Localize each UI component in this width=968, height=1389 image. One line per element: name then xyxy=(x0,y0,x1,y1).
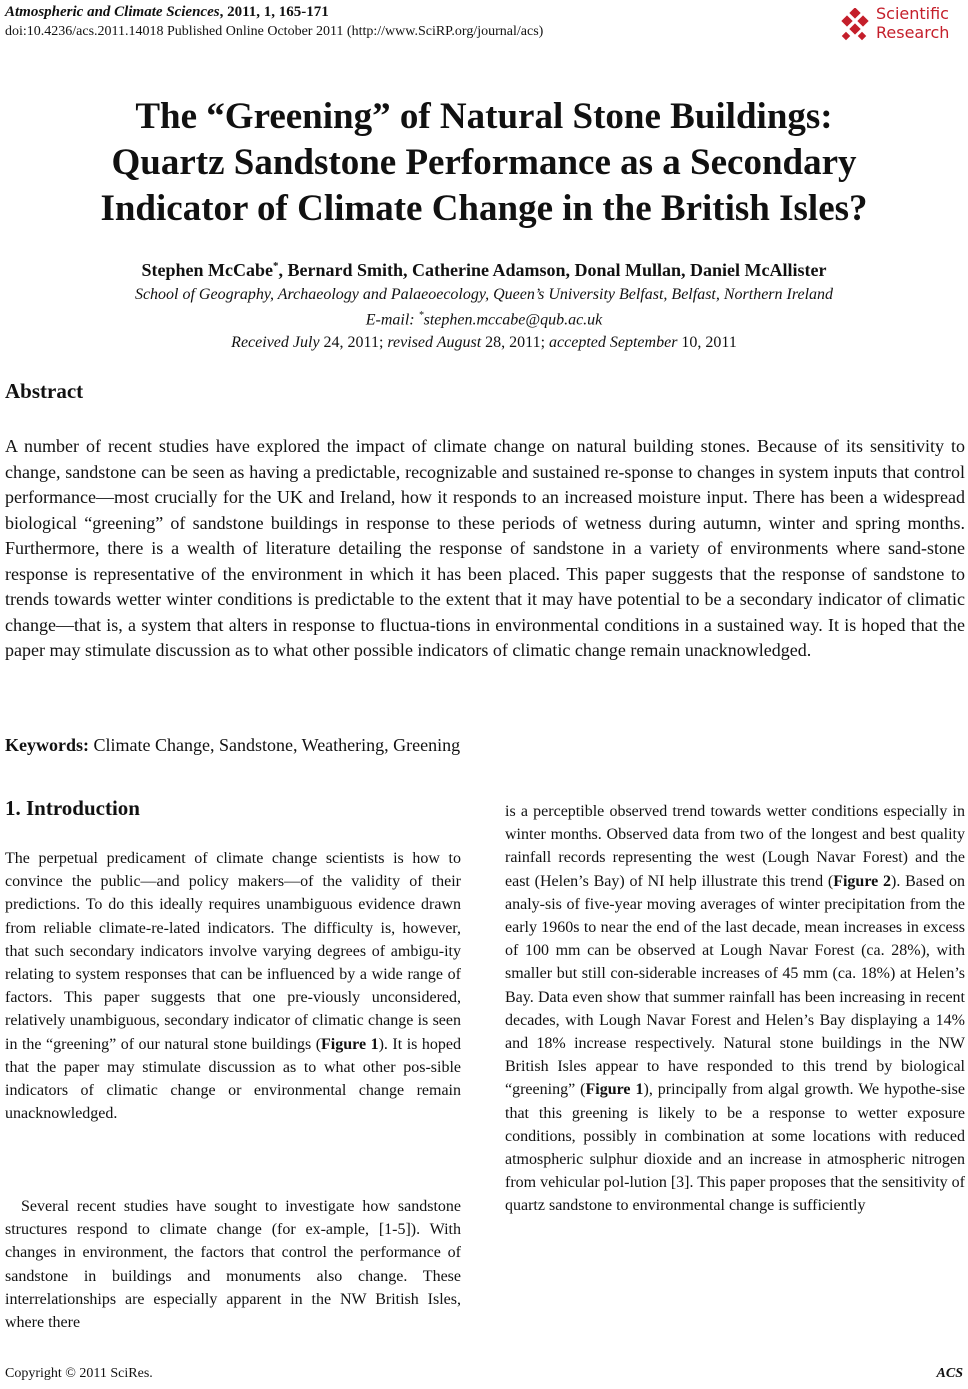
section-heading-introduction: 1. Introduction xyxy=(5,796,140,820)
title-line1: The “Greening” of Natural Stone Buildings: xyxy=(135,96,833,137)
footer-journal-abbr: ACS xyxy=(936,1366,963,1381)
p1-text-b: ). It is hoped that the paper may stimulate discussion as to what other pos-sible indicators of climatic change or environmental change remain unacknowledged. xyxy=(5,1035,461,1123)
figure-2-ref[interactable]: Figure 2 xyxy=(833,872,892,890)
other-authors: , Bernard Smith, Catherine Adamson, Donal Mullan, Daniel McAllister xyxy=(278,260,827,280)
email-address[interactable]: stephen.mccabe@qub.ac.uk xyxy=(423,311,603,329)
abstract-text: A number of recent studies have explored the impact of climate change on natural building stones. Because of its sensitivity to change, sandstone can be seen as having a predictable, recognizable and sustained re-sponse to changes in system inputs that control performance―most crucially for the UK and Ireland, how it responds to an increased moisture input. There has been a widespread biological “greening” of sandstone buildings in response to these periods of wetness during autumn, winter and spring months. Furthermore, there is a wealth of literature detailing the response of sandstone in a variety of environments where sand-stone response is representative of the environment in which it has been placed. This paper suggests that the response of sandstone to trends towards wetter winter conditions is predictable to the extent that it may have potential to be a secondary indicator of climatic change―that is, a system that alters in response to fluctua-tions in environmental conditions in a sustained way. It is hoped that the paper may stimulate discussion as to what other possible indicators of climatic change remain unacknowledged. xyxy=(5,436,965,660)
abstract-heading: Abstract xyxy=(5,379,84,403)
paper-title xyxy=(0,94,968,232)
email-line xyxy=(0,310,968,329)
keywords-label: Keywords: xyxy=(5,735,89,755)
email-mark: * xyxy=(418,310,424,321)
revised-label: revised August xyxy=(387,334,482,351)
accepted-label: accepted September xyxy=(549,334,678,351)
dates-line xyxy=(0,334,968,352)
journal-name xyxy=(5,4,329,21)
revised-date: 28, 2011; xyxy=(481,334,550,351)
r-text-a: is a perceptible observed trend towards wetter conditions especially in winter months. Observed data from two of the longest and best quality rainfall records representing the west (Lough Navar Forest) and the east (Helen’s Bay) of NI help illustrate this trend ( xyxy=(505,803,965,890)
journal-volume: , 2011, 1, 165-171 xyxy=(219,4,329,20)
publisher-logo xyxy=(838,2,964,44)
logo-mark-icon xyxy=(838,8,872,42)
figure-1-ref-right[interactable]: Figure 1 xyxy=(585,1081,644,1099)
affiliation: School of Geography, Archaeology and Palaeoecology, Queen’s University Belfast, Belfast, Northern Ireland xyxy=(134,286,834,303)
keywords-text: Climate Change, Sandstone, Weathering, Greening xyxy=(89,735,461,755)
logo-line2: Research xyxy=(876,23,950,42)
received-label: Received July xyxy=(231,334,320,351)
title-line3: Indicator of Climate Change in the British Isles? xyxy=(100,188,868,229)
r-text-c: ), principally from algal growth. We hypothe-sise that this greening is likely to be a response to wetter exposure conditions, possibly in combination at some locations with reduced atmospheric sulphur dioxide and an increase in atmospheric nitrogen from vehicular pol-lution [3]. This paper proposes that the sensitivity of quartz sandstone to environmental change is sufficiently xyxy=(505,1081,966,1215)
author-list xyxy=(0,260,968,281)
accepted-date: 10, 2011 xyxy=(677,334,737,351)
intro-paragraph-1 xyxy=(5,847,461,1125)
figure-1-ref[interactable]: Figure 1 xyxy=(321,1035,379,1053)
title-line2: Quartz Sandstone Performance as a Secondary xyxy=(111,142,857,183)
r-text-b: ). Based on analy-sis of five-year moving averages of winter precipitation from the early 1960s to near the end of the last decade, mean increases in excess of 100 mm can be observed at Lough Navar Forest (ca. 28%), with smaller but still con-siderable increases of 45 mm (ca. 18%) at Helen’s Bay. Data even show that summer rainfall has been increasing in recent decades, with Lough Navar Forest and Helen’s Bay displaying a 14% and 18% increase respectively. Natural stone buildings in the NW British Isles appear to have responded to this trend by biological “greening” ( xyxy=(505,872,965,1099)
email-label: E-mail: xyxy=(365,311,419,329)
logo-text xyxy=(876,4,949,42)
logo-line1: Scientific xyxy=(876,4,949,23)
keywords xyxy=(5,735,460,756)
corresponding-mark: * xyxy=(273,260,279,272)
received-date: 24, 2011; xyxy=(319,334,388,351)
first-author: Stephen McCabe xyxy=(141,260,273,280)
footer-copyright: Copyright © 2011 SciRes. xyxy=(5,1366,153,1381)
intro-paragraph-2: Several recent studies have sought to investigate how sandstone structures respond to climate change (for ex-ample, [1-5]). With changes in environment, the factors that control the performance of sandstone in buildings and monuments also change. These interrelationships are especially apparent in the NW British Isles, where there xyxy=(5,1198,461,1332)
journal-title: Atmospheric and Climate Sciences xyxy=(5,4,220,20)
p1-text-a: The perpetual predicament of climate change scientists is how to convince the public―and policy makers―of the validity of their predictions. To do this ideally requires unambiguous evidence drawn from reliable climate-re-lated indicators. The difficulty is, however, that such secondary indicators involve varying degrees of ambigu-ity relating to system responses that can be influenced by a wide range of factors. This paper suggests that one pre-viously unconsidered, relatively unambiguous, secondary indicator of climatic change is seen in the “greening” of our natural stone buildings ( xyxy=(5,850,461,1053)
intro-right-column xyxy=(505,800,965,1218)
doi-line: doi:10.4236/acs.2011.14018 Published Online October 2011 (http://www.SciRP.org/journal/acs) xyxy=(5,24,544,39)
